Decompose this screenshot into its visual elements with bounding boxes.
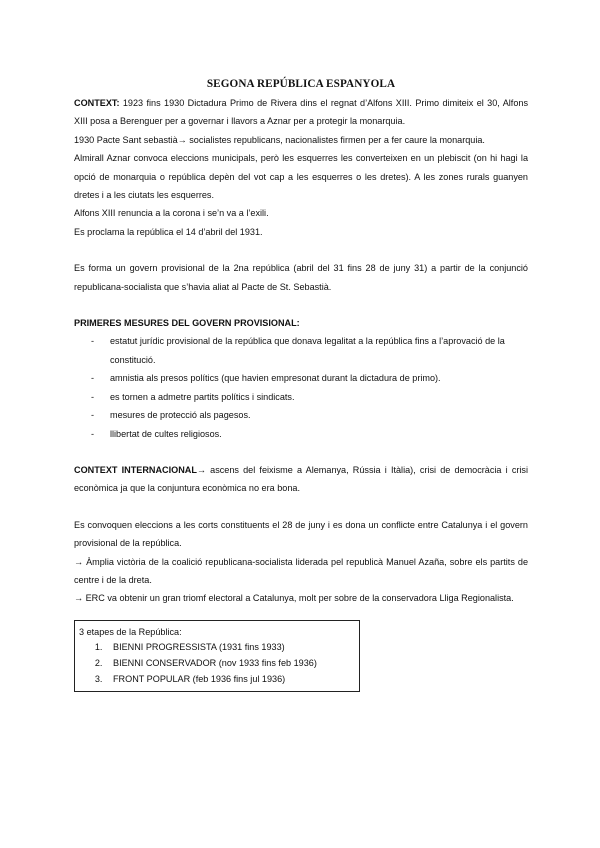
measure-text: es tornen a admetre partits polítics i sindicats. bbox=[110, 391, 295, 402]
measure-text: estatut jurídic provisional de la república que donava legalitat a la república fins a l’aprovació de la constitució. bbox=[110, 336, 505, 365]
elections-line: Es convoquen eleccions a les corts constituents el 28 de juny i es dona un conflicte entre Catalunya i el govern provisional de la república. bbox=[74, 519, 528, 549]
context-section bbox=[74, 94, 528, 241]
context-text: 1923 fins 1930 Dictadura Primo de Rivera dins el regnat d’Alfons XIII. Primo dimiteix el 30, Alfons XIII posa a Berenguer per a governar i llavors a Aznar per a protegir la monarquia. bbox=[74, 98, 528, 127]
spacer bbox=[74, 443, 528, 461]
international-context-paragraph bbox=[74, 461, 528, 498]
measures-list bbox=[74, 332, 528, 442]
context-line-proclamation: Es proclama la república el 14 d’abril del 1931. bbox=[74, 226, 263, 237]
international-label: CONTEXT INTERNACIONAL bbox=[74, 464, 197, 475]
stages-heading: 3 etapes de la República: bbox=[79, 626, 182, 637]
dash-bullet: - bbox=[91, 373, 95, 384]
measures-list-item bbox=[74, 332, 528, 369]
international-text: → ascens del feixisme a Alemanya, Rússia i Itàlia), crisi de democràcia i crisi econòmica ja que la conjuntura econòmica no era bona. bbox=[74, 464, 528, 494]
measures-list-item bbox=[74, 388, 528, 406]
spacer bbox=[74, 498, 528, 516]
elections-line: → ERC va obtenir un gran triomf electoral a Catalunya, molt per sobre de la conservadora Lliga Regionalista. bbox=[74, 593, 514, 604]
measures-list-item bbox=[74, 425, 528, 443]
context-line-elections: Almirall Aznar convoca eleccions municipals, però les esquerres les converteixen en un plebiscit (on hi hagi la opció de monarquia o república depèn del vot cap a les esquerres o les dretes). A les zones rurals guanyen dretes i a les ciutats les esquerres. bbox=[74, 153, 528, 201]
measures-heading: PRIMERES MESURES DEL GOVERN PROVISIONAL: bbox=[74, 318, 300, 329]
stage-item: 3. FRONT POPULAR (feb 1936 fins jul 1936) bbox=[105, 672, 355, 688]
stage-item: 2. BIENNI CONSERVADOR (nov 1933 fins feb 1936) bbox=[105, 656, 355, 672]
measure-text: llibertat de cultes religiosos. bbox=[110, 428, 222, 439]
measure-text: amnistia als presos polítics (que havien empresonat durant la dictadura de primo). bbox=[110, 373, 441, 384]
stage-item: 1. BIENNI PROGRESSISTA (1931 fins 1933) bbox=[105, 640, 355, 656]
context-line-exile: Alfons XIII renuncia a la corona i se’n va a l’exili. bbox=[74, 208, 269, 219]
dash-bullet: - bbox=[91, 410, 95, 421]
measures-list-item bbox=[74, 406, 528, 424]
measure-text: mesures de protecció als pagesos. bbox=[110, 410, 251, 421]
spacer bbox=[74, 296, 528, 314]
elections-section bbox=[74, 516, 528, 608]
measures-list-item bbox=[74, 369, 528, 387]
provisional-government-paragraph: Es forma un govern provisional de la 2na república (abril del 31 fins 28 de juny 31) a partir de la conjunció republicana-socialista que s’havia aliat al Pacte de St. Sebastià. bbox=[74, 263, 528, 292]
dash-bullet: - bbox=[91, 391, 95, 402]
dash-bullet: - bbox=[91, 336, 95, 347]
document-title: SEGONA REPÚBLICA ESPANYOLA bbox=[206, 78, 396, 90]
context-line-pact: 1930 Pacte Sant sebastià→ socialistes republicans, nacionalistes firmen per a fer caure la monarquia. bbox=[74, 134, 485, 145]
measures-section bbox=[74, 314, 528, 443]
dash-bullet: - bbox=[91, 428, 95, 439]
elections-line: → Àmplia victòria de la coalició republicana-socialista liderada pel republicà Manuel Azaña, sobre els partits de centre i de la dreta. bbox=[74, 556, 528, 585]
context-label: CONTEXT: bbox=[74, 98, 120, 108]
spacer bbox=[74, 241, 528, 259]
document-page bbox=[74, 76, 528, 692]
context-paragraph bbox=[74, 94, 528, 131]
stages-box bbox=[74, 620, 360, 692]
stages-list bbox=[79, 640, 355, 687]
